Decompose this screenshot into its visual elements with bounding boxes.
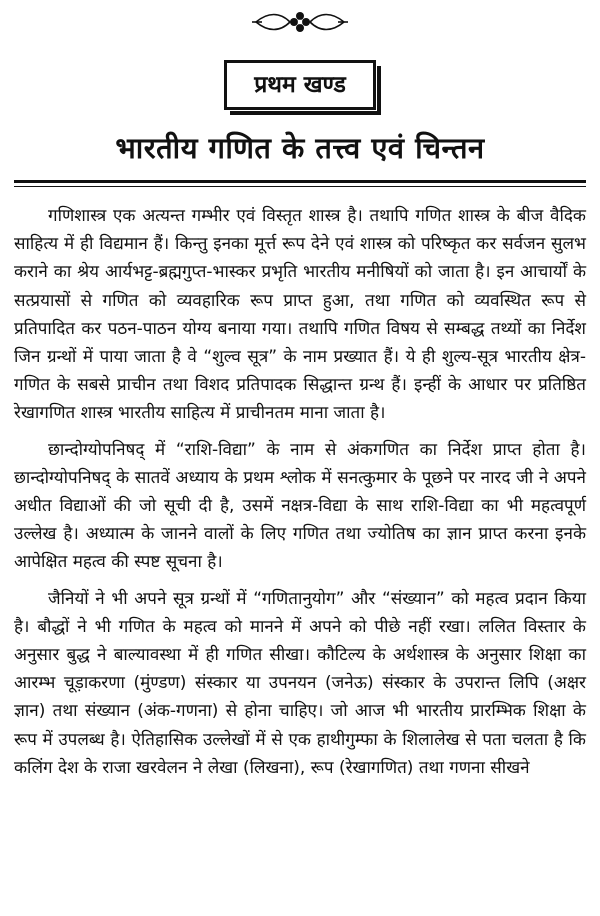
section-label: प्रथम खण्ड xyxy=(254,71,346,98)
chapter-title: भारतीय गणित के तत्त्व एवं चिन्तन xyxy=(115,131,485,165)
paragraph: छान्दोग्योपनिषद् में “राशि-विद्या” के नाम से अंकगणित का निर्देश प्राप्त होता है। छान्दोग्योपनिषद् के सातवें अध्याय के प्रथम श्लोक में सनत्कुमार के पूछने पर नारद जी ने अपने अधीत विद्याओं की जो सूची दी है, उसमें नक्षत्र-विद्या के साथ राशि-विद्या का भी महत्वपूर्ण उल्लेख है। अध्यात्म के जानने वालों के लिए गणित तथा ज्योतिष का ज्ञान प्राप्त करना इनके आपेक्षित महत्व की स्पष्ट सूचना है। xyxy=(14,439,586,573)
title-divider-thin xyxy=(14,186,586,187)
body-text xyxy=(14,202,586,790)
paragraph: जैनियों ने भी अपने सूत्र ग्रन्थों में “गणितानुयोग” और “संख्यान” को महत्व प्रदान किया है। बौद्धों ने भी गणित के महत्व को मानने में अपने को पीछे नहीं रखा। ललित विस्तार के अनुसार बुद्ध ने बाल्यावस्था में ही गणित सीखा। कौटिल्य के अर्थशास्त्र के अनुसार शिक्षा का आरम्भ चूड़ाकरणा (मुंण्डण) संस्कार या उपनयन (जनेऊ) संस्कार के उपरान्त लिपि (अक्षर ज्ञान) तथा संख्यान (अंक-गणना) से होना चाहिए। जो आज भी भारतीय प्रारम्भिक शिक्षा के रूप में उपलब्ध है। ऐतिहासिक उल्लेखों में से एक हाथीगुम्फा के शिलालेख से पता चलता है कि कलिंग देश के राजा खरवेलन ने लेखा (लिखना), रूप (रेखागणित) तथा गणना सीखने xyxy=(14,588,586,778)
title-divider-thick xyxy=(14,180,586,183)
floral-ornament-icon xyxy=(0,8,600,36)
section-label-box xyxy=(224,60,376,110)
paragraph: गणिशास्त्र एक अत्यन्त गम्भीर एवं विस्तृत शास्त्र है। तथापि गणित शास्त्र के बीज वैदिक साहित्य में ही विद्यमान हैं। किन्तु इनका मूर्त्त रूप देने एवं शास्त्र को परिष्कृत कर सर्वजन सुलभ कराने का श्रेय आर्यभट्ट-ब्रह्मगुप्त-भास्कर प्रभृति भारतीय मनीषियों को जाता है। इन आचार्यों के सत्प्रयासों से गणित को व्यवहारिक रूप प्राप्त हुआ, तथा गणित को व्यवस्थित रूप से प्रतिपादित कर पठन-पाठन योग्य बनाया गया। तथापि गणित विषय से सम्बद्ध तथ्यों का निर्देश जिन ग्रन्थों में पाया जाता है वे “शुल्व सूत्र” के नाम प्रख्यात हैं। ये ही शुल्य-सूत्र भारतीय क्षेत्र-गणित के सबसे प्राचीन तथा विशद प्रतिपादक सिद्धान्त ग्रन्थ हैं। इन्हीं के आधार पर प्रतिष्ठित रेखागणित शास्त्र भारतीय साहित्य में प्राचीनतम माना जाता है। xyxy=(14,206,586,424)
